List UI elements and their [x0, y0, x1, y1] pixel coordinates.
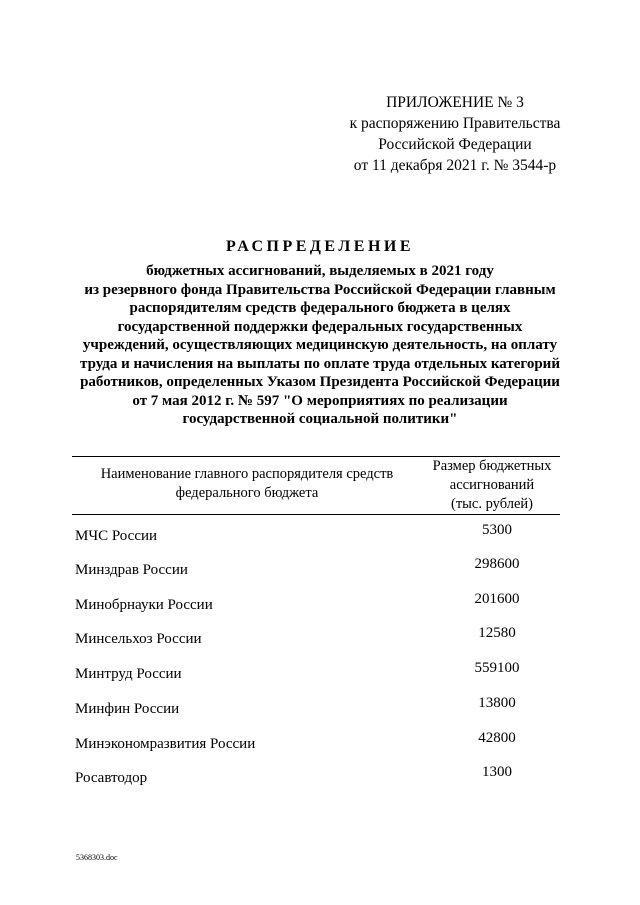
- document-subtitle: [50, 262, 590, 429]
- table-row: [72, 730, 560, 756]
- header-bottom-rule: [72, 514, 560, 515]
- appendix-title: ПРИЛОЖЕНИЕ № 3: [386, 94, 524, 111]
- appendix-block: [340, 92, 570, 176]
- subtitle-line: распорядителям средств федерального бюджета в целях: [129, 300, 511, 316]
- header-line: (тыс. рублей): [451, 496, 533, 512]
- subtitle-line: государственной социальной политики": [182, 411, 458, 427]
- subtitle-line: бюджетных ассигнований, выделяемых в 2021 году: [146, 263, 494, 279]
- table-row: [72, 556, 560, 582]
- amount-value: 1300: [482, 764, 512, 780]
- table-row: [72, 695, 560, 721]
- subtitle-line: государственной поддержки федеральных государственных: [117, 318, 523, 335]
- document-heading: РАСПРЕДЕЛЕНИЕ: [225, 238, 415, 255]
- table-row: [72, 591, 560, 617]
- header-line: Размер бюджетных: [432, 458, 552, 474]
- recipient-name: Росавтодор: [75, 770, 148, 786]
- amount-value: 13800: [478, 695, 516, 711]
- recipient-name: МЧС России: [75, 528, 158, 544]
- table-row: [72, 625, 560, 651]
- table-row: [72, 522, 560, 548]
- recipient-name: Минтруд России: [75, 666, 182, 682]
- subtitle-line: из резервного фонда Правительства Российской Федерации главным: [84, 281, 556, 298]
- appendix-line-1: к распоряжению Правительства: [349, 115, 561, 132]
- amount-value: 12580: [478, 625, 516, 641]
- subtitle-line: от 7 мая 2012 г. № 597 "О мероприятиях по реализации: [132, 392, 508, 409]
- header-line: федерального бюджета: [175, 485, 319, 501]
- amount-value: 42800: [478, 730, 516, 746]
- amount-value: 201600: [474, 591, 520, 607]
- recipient-name: Минобрнауки России: [75, 597, 213, 613]
- column-header-recipient: [82, 465, 412, 503]
- file-name-footer: 5368303.doc: [76, 853, 118, 862]
- recipient-name: Минэкономразвития России: [75, 736, 256, 752]
- subtitle-line: труда и начисления на выплаты по оплате труда отдельных категорий: [80, 355, 560, 372]
- column-header-amount: [417, 457, 567, 514]
- appendix-line-2: Российской Федерации: [378, 136, 532, 153]
- subtitle-line: работников, определенных Указом Президента Российской Федерации: [80, 374, 560, 390]
- amount-value: 298600: [474, 556, 520, 572]
- header-line: ассигнований: [449, 477, 535, 493]
- amount-value: 5300: [482, 522, 512, 538]
- amount-value: 559100: [474, 660, 520, 676]
- appendix-line-3: от 11 декабря 2021 г. № 3544-р: [353, 157, 557, 174]
- table-row: [72, 764, 560, 790]
- table-row: [72, 660, 560, 686]
- recipient-name: Минфин России: [75, 701, 180, 717]
- header-line: Наименование главного распорядителя средств: [100, 466, 394, 482]
- subtitle-line: учреждений, осуществляющих медицинскую деятельность, на оплату: [82, 337, 558, 353]
- recipient-name: Минсельхоз России: [75, 631, 202, 647]
- recipient-name: Минздрав России: [75, 562, 188, 578]
